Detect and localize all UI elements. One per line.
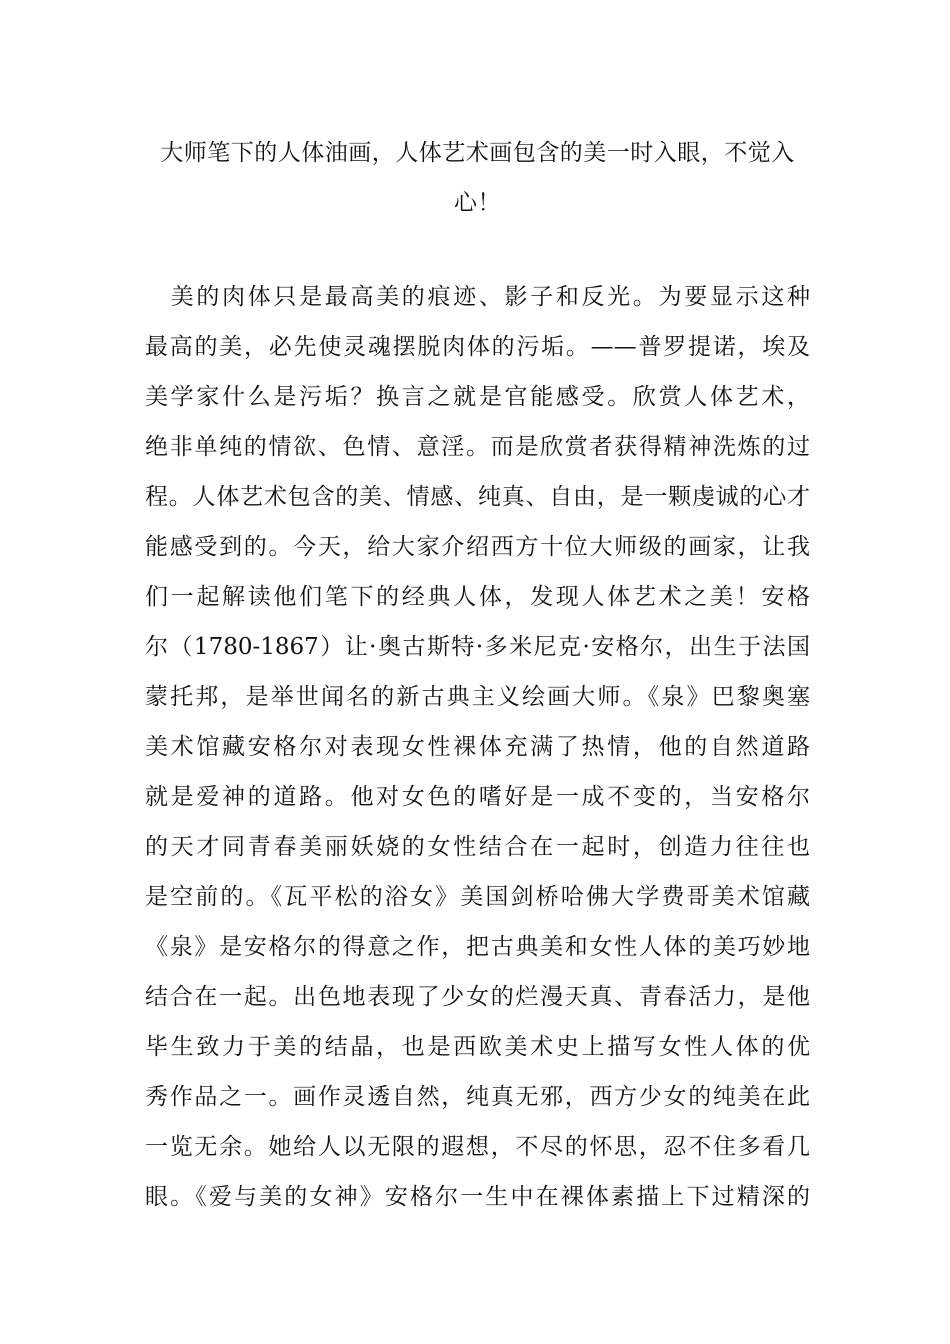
body-line: 蒙托邦，是举世闻名的新古典主义绘画大师。《泉》巴黎奥塞 [145,684,810,710]
body-line: 美的肉体只是最高美的痕迹、影子和反光。为要显示这种 [145,284,810,310]
body-line: 秀作品之一。画作灵透自然，纯真无邪，西方少女的纯美在此 [145,1084,810,1110]
body-line: 《泉》是安格尔的得意之作，把古典美和女性人体的美巧妙地 [145,934,810,960]
body-line: 结合在一起。出色地表现了少女的烂漫天真、青春活力，是他 [145,984,810,1010]
body-line: 就是爱神的道路。他对女色的嗜好是一成不变的，当安格尔 [145,784,810,810]
body-line: 们一起解读他们笔下的经典人体，发现人体艺术之美！安格 [145,584,810,610]
body-line: 美学家什么是污垢？换言之就是官能感受。欣赏人体艺术， [145,384,810,410]
body-line: 一览无余。她给人以无限的遐想，不尽的怀思，忍不住多看几 [145,1134,810,1160]
body-line: 程。人体艺术包含的美、情感、纯真、自由，是一颗虔诚的心才 [145,484,810,510]
body-line: 的天才同青春美丽妖娆的女性结合在一起时，创造力往往也 [145,834,810,860]
body-line: 能感受到的。今天，给大家介绍西方十位大师级的画家，让我 [145,534,810,560]
document-title: 大师笔下的人体油画，人体艺术画包含的美一时入眼，不觉入心！ [160,140,795,216]
body-line: 美术馆藏安格尔对表现女性裸体充满了热情，他的自然道路 [145,734,810,760]
body-line: 尔（1780-1867）让·奥古斯特·多米尼克·安格尔，出生于法国 [145,634,810,660]
body-line: 绝非单纯的情欲、色情、意淫。而是欣赏者获得精神洗炼的过 [145,434,810,460]
document-body [145,272,810,1222]
body-line: 最高的美，必先使灵魂摆脱肉体的污垢。——普罗提诺，埃及 [145,334,810,360]
body-line: 是空前的。《瓦平松的浴女》美国剑桥哈佛大学费哥美术馆藏 [145,884,810,910]
body-line: 眼。《爱与美的女神》安格尔一生中在裸体素描上下过精深的 [145,1184,810,1210]
body-line: 毕生致力于美的结晶，也是西欧美术史上描写女性人体的优 [145,1034,810,1060]
